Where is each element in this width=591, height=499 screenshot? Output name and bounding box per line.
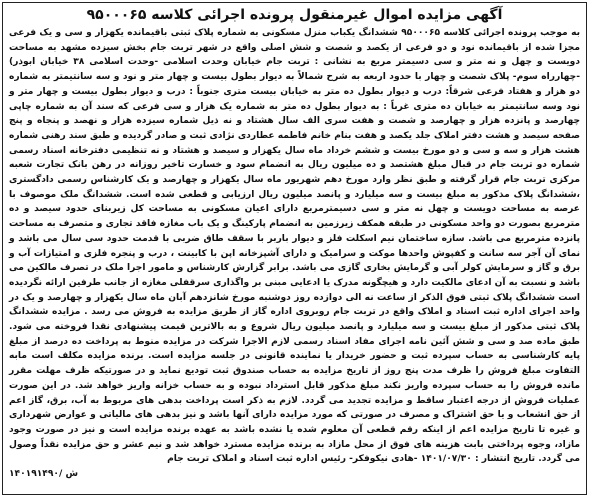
notice-body: به موجب پرونده اجرائی کلاسه ۹۵۰۰۰۶۵ ششدانگ یکباب منزل مسکونی به شماره پلاک ثبتی باقیمانده یکهزار و سی و یک فرعی مجزا شده از باقیمانده نود و دو فرعی از یکصد و شصت و شش اصلی واقع در شهر تربت جام بخش سیزده مشهد به مساحت دویست و چهل و نه متر و سی دسیمتر مربع به نشانی : تربت جام خیابان وحدت اسلامی -وحدت اسلامی ۳۸ خیابان ابوذر) -چهارراه سوم- پلاک شصت و چهار با حدود اربعه به شرح شمالاً به دیوار بطول بیست و چهار متر و نود و سه سانتیمتر به شماره دو هزار و هفتاد فرعی شرقاً: درب و دیوار بطول ده متر به خیابان بیست متری جنوباً : درب و دیوار بطول بیست و چهار متر و نود وسه سانتیمتر به خیابان ده متری غرباً : به دیوار بطول ده متر به شماره یک هزار و سی فرعی که سند آن به شماره چاپی چهارصد و پانزده هزار و چهارصد و شصت و هفت سری الف سال هشتاد و نه ذیل شماره سیزده هزار و نهصد و پنجاه و پنج صفحه سیصد و هشت دفتر املاک جلد یکصد و هفت بنام خانم فاطمه عطاردی نژادی ثبت و صادر گردیده و طبق سند رهنی شماره هشت هزار و سه و سی و دو مورخ بیست و ششم خرداد ماه سال یکهزار و سیصد و هشتاد و نه تنظیمی دفترخانه اسناد رسمی شماره دو تربت جام در قبال مبلغ هشتصد و ده میلیون ریال به انضمام سود و خسارت تاخیر روزانه در رهن بانک تجارت شعبه مرکزی تربت جام قرار گرفته و طبق نظر وارد مورخ دهم شهریور ماه سال یکهزار و چهارصد و یک کارشناس رسمی دادگستری ،ششدانگ پلاک مذکور به مبلغ بیست و سه میلیارد و پانصد میلیون ریال ارزیابی و قطعی شده است. ششدانگ ملک موصوف با عرصه به مساحت دویست و چهل نه متر و سی دسیمترمربع دارای اعیان مسکونی به مساحت کل زیربنای حدود سیصد و ده مترمربع بصورت دو واحد مسکونی در طبقه همکف زیرزمین به انضمام پارکینگ و یک باب مغازه فاقد تجاری و متصرف به مساحت پانزده مترمربع می باشد. سازه ساختمان نیم اسکلت فلز و دیوار باربر با سقف طاق ضربی با قدمت حدود سی سال می باشد و نمای آن آجر سه سانت و کفپوش واحدها موکت و سرامیک و دارای آشپزخانه اپن با کابینت ، درب و پنجره فلزی و امتیازات آب و برق و گاز و سرمایش کولر آبی و گرمایش بخاری گازی می باشد. برابر گزارش کارشناس و مامور اجرا ملک در تصرف مالکین می باشد و نسبت به آن ادعای مالکیت دارد و هیچگونه مدرک یا ادعایی مبنی بر واگذاری سرقفلی مغازه از جانب طرفین ارائه نگردیده است ششدانگ پلاک ثبتی فوق الذکر از ساعت نه الی دوازده روز دوشنبه مورخ شانزدهم آبان ماه سال یکهزار و چهارصد و یک در واحد اجرای اداره ثبت اسناد و املاک واقع در تربت جام روبروی اداره گاز از طریق مزایده به فروش می رسد . مزایده ششدانگ پلاک ثبتی مذکور از مبلغ بیست و سه میلیارد و پانصد میلیون ریال شروع و به بالاترین قیمت پیشنهادی نقدا فروخته می شود. طبق ماده صد و سی و شش آئین نامه اجرای مفاد اسناد رسمی لازم الاجرا شرکت در مزایده منوط به پرداخت ده درصد از مبلغ پایه کارشناسی به حساب سپرده ثبت و حضور خریدار یا نماینده قانونی در جلسه مزایده است. برنده مزایده مکلف است مابه التفاوت مبلغ فروش را ظرف مدت پنج روز از تاریخ مزایده به حساب صندوق ثبت تودیع نماید و در صورتیکه ظرف مهلت مقرر مانده فروش را به حساب سپرده واریز نکند مبلغ مذکور قابل استرداد نبوده و به حساب خزانه واریز خواهد شد. در این صورت عملیات فروش از درجه اعتبار ساقط و مزایده تجدید می گردد. لازم به ذکر است پرداخت بدهی های مربوط به آب، برق، گاز اعم از حق انشعاب و یا حق اشتراک و مصرف در صورتی که مورد مزایده دارای آنها باشد و نیز بدهی های مالیاتی و عوارض شهرداری و غیره تا تاریخ مزایده اعم از اینکه رقم قطعی آن معلوم شده یا نشده باشد به عهده برنده مزایده است و نیز در صورت وجود مازاد، وجوه پرداختی بابت هزینه های فوق از محل مازاد به برنده مزایده مسترد خواهد شد و نیم عشر و حق مزایده نقداً وصول می گردد. تاریخ انتشار : ۱۴۰۱/۰۷/۳۰ -هادی نیکوفکر- رئیس اداره ثبت اسناد و املاک تربت جام	[9, 28, 580, 465]
notice-code: ۱۴۰۱۹۱۴۹۰/ ش	[9, 469, 79, 480]
notice-title: آگهی مزایده اموال غیرمنقول پرونده اجرائی کلاسه ۹۵۰۰۰۶۵	[86, 7, 503, 23]
notice-frame	[2, 2, 587, 495]
